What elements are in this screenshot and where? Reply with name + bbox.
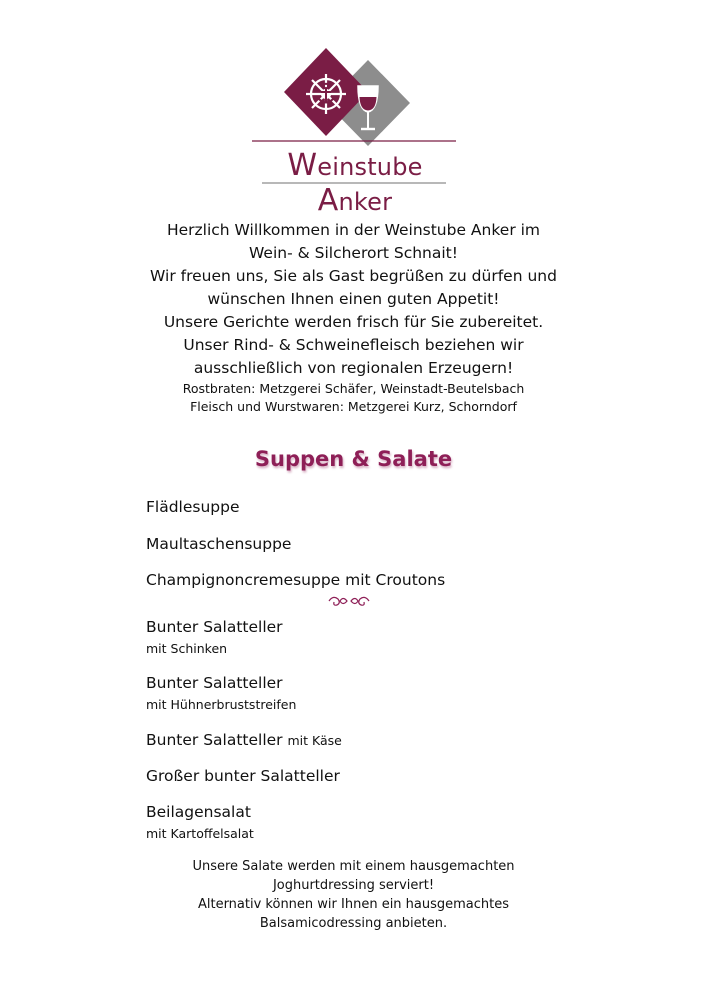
- intro-line: Wein- & Silcherort Schnait!: [249, 244, 458, 262]
- note-line: Unsere Salate werden mit einem hausgemachten: [192, 859, 515, 874]
- section-title: Suppen & Salate: [254, 447, 453, 471]
- intro-line: Herzlich Willkommen in der Weinstube Anker im: [166, 221, 541, 239]
- intro-line: wünschen Ihnen einen guten Appetit!: [207, 290, 500, 308]
- menu-item: [146, 618, 283, 656]
- intro-line: Unser Rind- & Schweinefleisch beziehen wir: [183, 336, 524, 354]
- menu-item: [146, 674, 296, 712]
- item-name: Flädlesuppe: [146, 498, 240, 516]
- menu-item: [146, 803, 254, 841]
- item-description: mit Schinken: [146, 641, 228, 656]
- item-name: Maultaschensuppe: [146, 535, 292, 553]
- supplier-line: Fleisch und Wurstwaren: Metzgerei Kurz, Schorndorf: [190, 399, 517, 414]
- intro-line: ausschließlich von regionalen Erzeugern!: [193, 359, 514, 377]
- menu-item: [146, 498, 240, 516]
- dressing-note: [150, 857, 557, 933]
- menu-item: [146, 535, 291, 553]
- menu-item: [146, 767, 340, 785]
- item-name: Bunter Salatteller: [146, 618, 283, 636]
- intro-line: Wir freuen uns, Sie als Gast begrüßen zu dürfen und: [150, 267, 557, 285]
- menu-item: [146, 571, 445, 589]
- item-name: Champignoncremesuppe mit Croutons: [146, 571, 446, 589]
- brand-name: Weinstube Anker: [287, 148, 423, 218]
- menu-item: [146, 731, 342, 749]
- supplier-line: Rostbraten: Metzgerei Schäfer, Weinstadt-Beutelsbach: [182, 381, 525, 396]
- item-name: Großer bunter Salatteller: [146, 767, 340, 785]
- item-name: Bunter Salatteller: [146, 731, 283, 749]
- item-description: mit Käse: [287, 733, 342, 748]
- note-line: Joghurtdressing serviert!: [272, 878, 435, 893]
- item-name: Beilagensalat: [146, 803, 251, 821]
- note-line: Alternativ können wir Ihnen ein hausgemachtes: [197, 897, 510, 912]
- ornament-divider-icon: [327, 594, 371, 608]
- intro-line: Unsere Gerichte werden frisch für Sie zubereitet.: [163, 313, 544, 331]
- item-name: Bunter Salatteller: [146, 674, 283, 692]
- welcome-text: [100, 219, 607, 416]
- note-line: Balsamicodressing anbieten.: [259, 916, 448, 931]
- item-description: mit Hühnerbruststreifen: [146, 697, 297, 712]
- item-description: mit Kartoffelsalat: [146, 826, 254, 841]
